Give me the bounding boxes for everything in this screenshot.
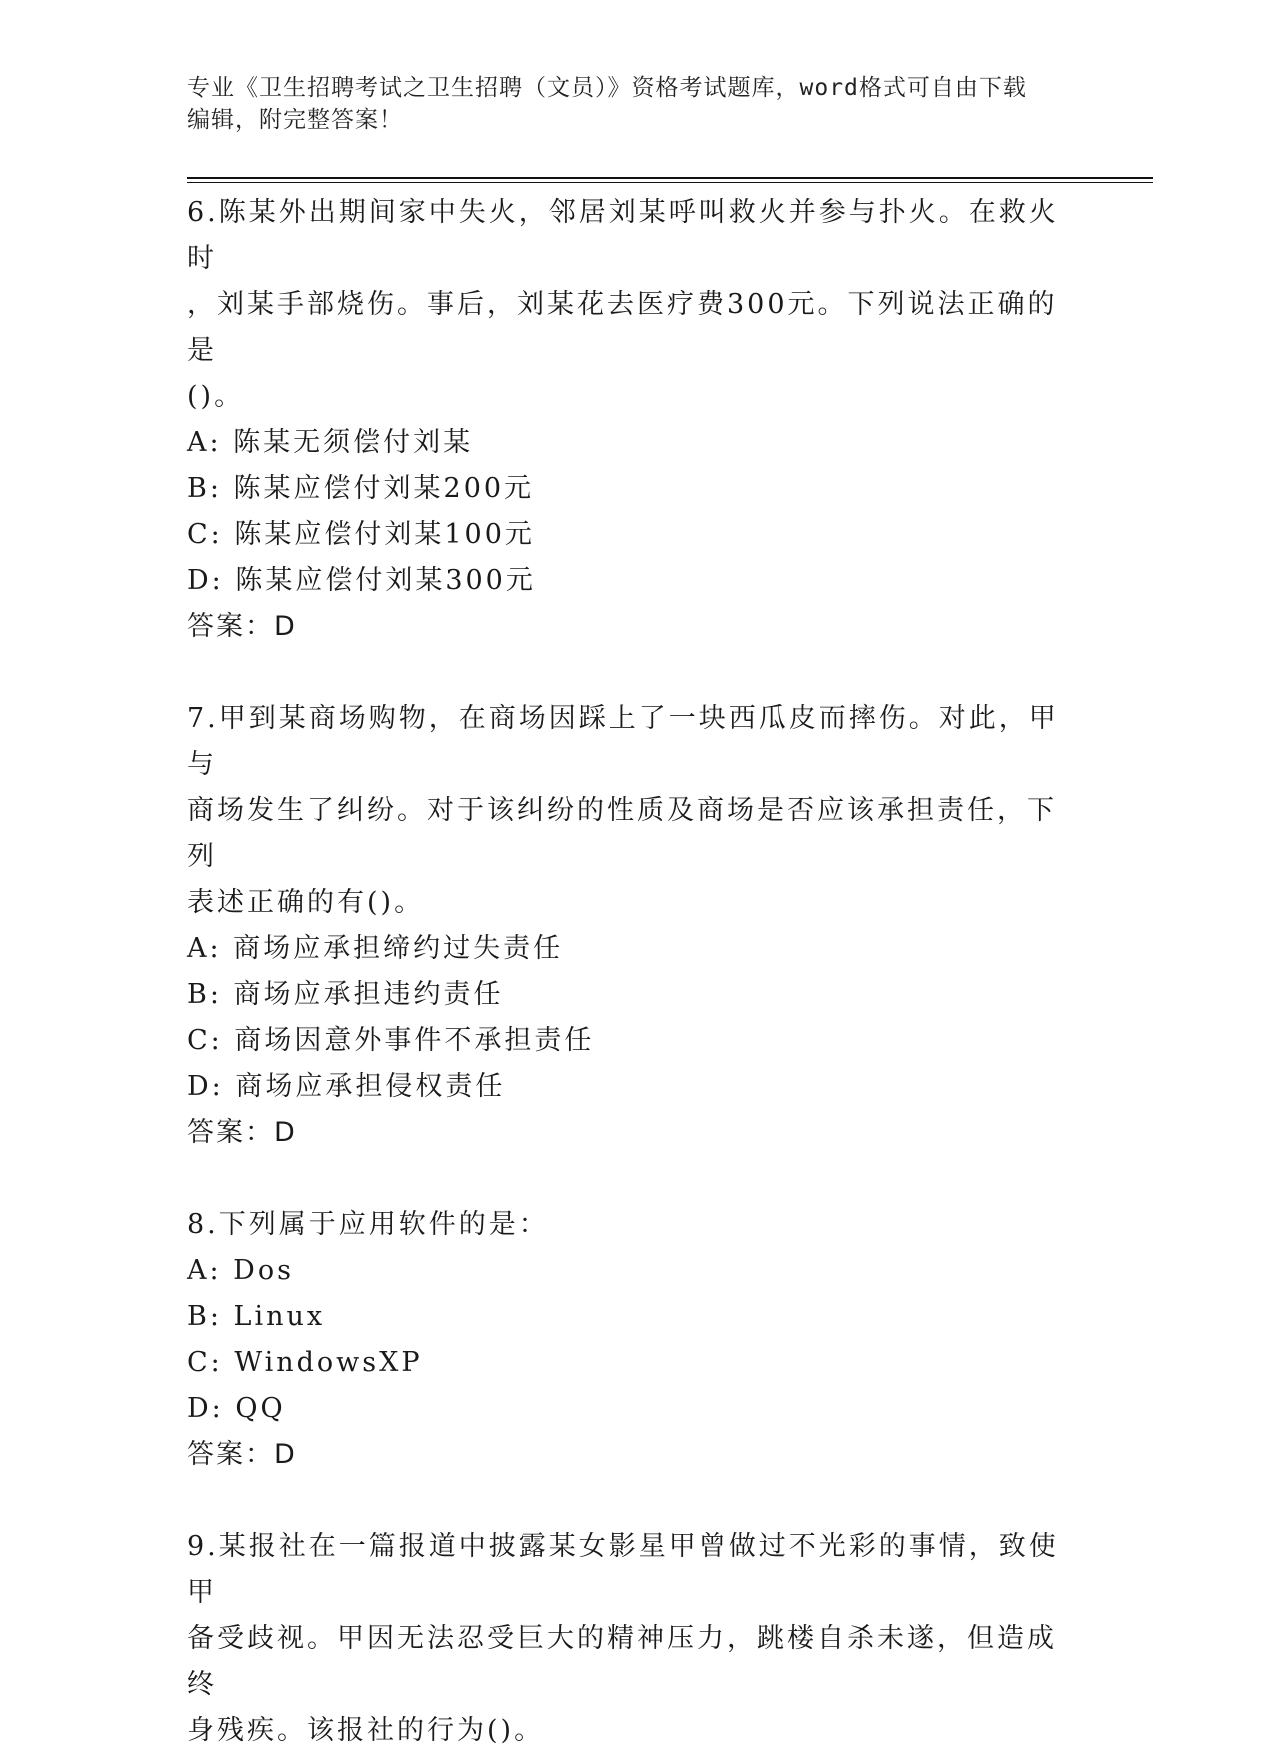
document-header xyxy=(187,72,1067,136)
question-8 xyxy=(187,1202,1067,1478)
option-b: B: 商场应承担违约责任 xyxy=(187,979,504,1010)
question-7 xyxy=(187,696,1067,1156)
question-spacer xyxy=(187,1478,1067,1524)
question-stem-line: ()。 xyxy=(187,381,245,412)
option-a: A: 陈某无须偿付刘某 xyxy=(187,427,474,458)
option-c: C: 陈某应偿付刘某100元 xyxy=(187,519,535,550)
option-c: C: WindowsXP xyxy=(187,1347,423,1378)
header-rule-thick xyxy=(187,177,1153,179)
answer-line: 答案：D xyxy=(187,1439,297,1470)
option-d: D: 商场应承担侵权责任 xyxy=(187,1071,506,1102)
question-spacer xyxy=(187,650,1067,696)
question-stem-line: 8.下列属于应用软件的是： xyxy=(187,1209,549,1240)
question-stem-line: 备受歧视。甲因无法忍受巨大的精神压力，跳楼自杀未遂，但造成终 xyxy=(187,1623,1057,1700)
option-d: D: QQ xyxy=(187,1393,286,1424)
question-stem-line: 6.陈某外出期间家中失火，邻居刘某呼叫救火并参与扑火。在救火时 xyxy=(187,197,1059,274)
question-stem-line: ，刘某手部烧伤。事后，刘某花去医疗费300元。下列说法正确的是 xyxy=(187,289,1058,366)
option-c: C: 商场因意外事件不承担责任 xyxy=(187,1025,595,1056)
option-b: B: 陈某应偿付刘某200元 xyxy=(187,473,535,504)
header-line-2: 编辑，附完整答案！ xyxy=(187,107,403,133)
option-a: A: Dos xyxy=(187,1255,294,1286)
header-line-1: 专业《卫生招聘考试之卫生招聘（文员）》资格考试题库，word格式可自由下载 xyxy=(187,75,1027,101)
question-list xyxy=(187,190,1067,1754)
option-a: A: 商场应承担缔约过失责任 xyxy=(187,933,564,964)
question-9 xyxy=(187,1524,1067,1754)
question-stem-line: 7.甲到某商场购物，在商场因踩上了一块西瓜皮而摔伤。对此，甲与 xyxy=(187,703,1059,780)
question-6 xyxy=(187,190,1067,650)
option-b: B: Linux xyxy=(187,1301,326,1332)
question-stem-line: 身残疾。该报社的行为()。 xyxy=(187,1715,545,1746)
question-spacer xyxy=(187,1156,1067,1202)
question-stem-line: 商场发生了纠纷。对于该纠纷的性质及商场是否应该承担责任，下列 xyxy=(187,795,1057,872)
header-rule-thin xyxy=(187,182,1153,183)
answer-line: 答案：D xyxy=(187,1117,297,1148)
question-stem-line: 9.某报社在一篇报道中披露某女影星甲曾做过不光彩的事情，致使甲 xyxy=(187,1531,1059,1608)
question-stem-line: 表述正确的有()。 xyxy=(187,887,425,918)
answer-line: 答案：D xyxy=(187,611,297,642)
option-d: D: 陈某应偿付刘某300元 xyxy=(187,565,536,596)
